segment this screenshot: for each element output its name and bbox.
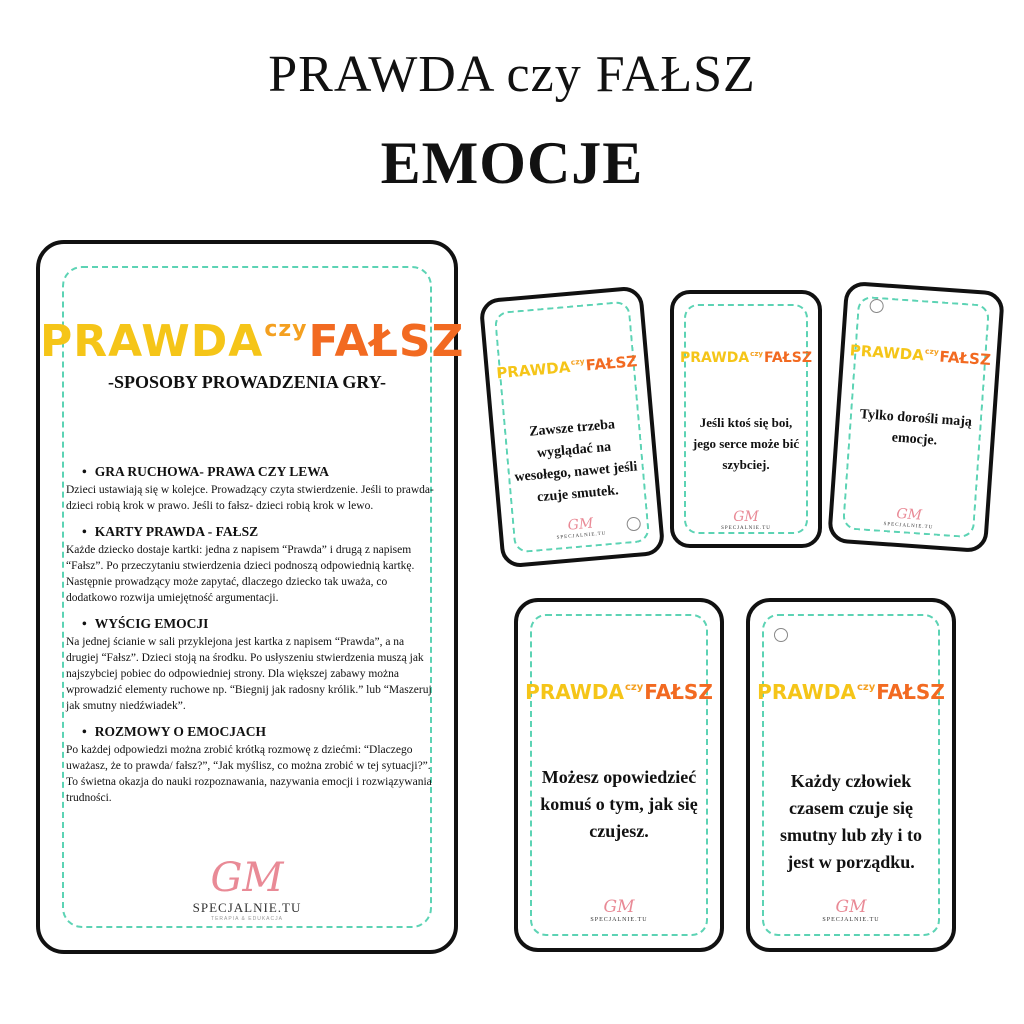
brand-monogram: GM bbox=[567, 515, 594, 534]
logo-czy: czy bbox=[264, 317, 308, 343]
logo-prawda: PRAWDA bbox=[849, 341, 925, 365]
question-card bbox=[746, 598, 956, 952]
rule-text: Po każdej odpowiedzi można zrobić krótką rozmowę z dziećmi: “Dlaczego uważasz, że to prawda/ fałsz?”, “Jak myślisz, co można zrobić w tej sytuacji?”. To świetna okazja do nauki rozpoznawania, nazywania emocji i rozwiązywania trudności. bbox=[66, 744, 432, 804]
logo-falsz: FAŁSZ bbox=[644, 680, 713, 704]
logo-prawda: PRAWDA bbox=[757, 680, 856, 704]
card-statement: Możesz opowiedzieć komuś o tym, jak się czujesz. bbox=[540, 767, 698, 841]
game-logo bbox=[40, 316, 465, 367]
logo-czy: czy bbox=[856, 682, 876, 693]
brand-name: SPECJALNIE.TU bbox=[556, 531, 607, 541]
brand-name: SPECJALNIE.TU bbox=[192, 900, 302, 915]
logo-falsz: FAŁSZ bbox=[585, 352, 638, 375]
card-brand bbox=[750, 898, 952, 924]
logo-falsz: FAŁSZ bbox=[763, 350, 812, 366]
rule-text: Na jednej ścianie w sali przyklejona jest kartka z napisem “Prawda”, a na drugiej “Fałsz”. Dzieci stoją na środku. Po usłyszeniu stwierdzenia muszą jak najszybciej pobiec do odpowiedniej strony. Dla większej zabawy można wprowadzić elementy ruchowe np. “Biegnij jak radosny królik.” lub “Maszeruj jak smutny niedźwiadek”. bbox=[66, 636, 432, 712]
logo-falsz: FAŁSZ bbox=[876, 680, 945, 704]
logo-prawda: PRAWDA bbox=[525, 680, 624, 704]
card-brand bbox=[518, 898, 720, 924]
question-card bbox=[514, 598, 724, 952]
brand-monogram: GM bbox=[210, 855, 284, 901]
brand-tagline: TERAPIA & EDUKACJA bbox=[211, 916, 283, 922]
rule-text: Każde dziecko dostaje kartki: jedna z napisem “Prawda” i drugą z napisem “Fałsz”. Po przeczytaniu stwierdzenia dzieci podnoszą odpowiednią kartkę. Następnie prowadzący może zapytać, dlaczego dziecko tak uważa, co dodatkowo rozwija umiejętność argumentacji. bbox=[66, 544, 415, 604]
brand-name: SPECJALNIE.TU bbox=[721, 526, 771, 531]
rule-heading: • ROZMOWY O EMOCJACH bbox=[82, 724, 434, 740]
logo-prawda: PRAWDA bbox=[40, 316, 264, 367]
brand-name: SPECJALNIE.TU bbox=[883, 522, 934, 531]
logo-czy: czy bbox=[924, 346, 940, 357]
instructions-card bbox=[36, 240, 465, 954]
rule-heading: • WYŚCIG EMOCJI bbox=[82, 616, 434, 632]
brand-monogram: GM bbox=[895, 505, 923, 524]
page-subtitle: EMOCJE bbox=[380, 130, 644, 196]
card-statement: Zawsze trzeba wyglądać na wesołego, nawet jeśli czuje smutek. bbox=[513, 417, 639, 506]
question-card bbox=[479, 285, 666, 568]
brand-monogram: GM bbox=[603, 897, 635, 917]
brand-monogram: GM bbox=[733, 509, 759, 525]
logo-prawda: PRAWDA bbox=[495, 357, 572, 383]
rule-heading: • KARTY PRAWDA - FAŁSZ bbox=[82, 524, 434, 540]
rule-item bbox=[66, 616, 434, 714]
card-statement: Tylko dorośli mają emocje. bbox=[859, 407, 973, 449]
rule-text: Dzieci ustawiają się w kolejce. Prowadzący czyta stwierdzenie. Jeśli to prawda- dzieci robią krok w prawo. Jeśli to fałsz- dzieci robią krok w lewo. bbox=[66, 484, 434, 512]
rule-heading: • GRA RUCHOWA- PRAWA CZY LEWA bbox=[82, 464, 434, 480]
brand-logo bbox=[40, 856, 454, 923]
brand-name: SPECJALNIE.TU bbox=[590, 917, 648, 923]
logo-czy: czy bbox=[624, 682, 644, 693]
card-logo bbox=[750, 680, 952, 704]
card-statement: Każdy człowiek czasem czuje się smutny lub zły i to jest w porządku. bbox=[779, 771, 923, 872]
card-brand bbox=[674, 510, 818, 532]
page-title: PRAWDA czy FAŁSZ bbox=[268, 46, 756, 103]
rule-item bbox=[66, 524, 434, 606]
logo-czy: czy bbox=[750, 349, 763, 358]
logo-falsz: FAŁSZ bbox=[308, 316, 465, 367]
logo-falsz: FAŁSZ bbox=[938, 347, 992, 370]
question-card bbox=[827, 281, 1005, 554]
brand-name: SPECJALNIE.TU bbox=[822, 917, 880, 923]
rules-list bbox=[66, 464, 434, 816]
punch-hole-icon bbox=[774, 628, 788, 642]
card-statement: Jeśli ktoś się boi, jego serce może bić szybciej. bbox=[692, 415, 800, 472]
logo-prawda: PRAWDA bbox=[680, 350, 750, 366]
instructions-subtitle: -SPOSOBY PROWADZENIA GRY- bbox=[107, 372, 387, 392]
brand-monogram: GM bbox=[835, 897, 867, 917]
rule-item bbox=[66, 724, 434, 806]
question-card bbox=[670, 290, 822, 548]
logo-czy: czy bbox=[570, 356, 585, 368]
card-logo bbox=[518, 680, 720, 704]
rule-item bbox=[66, 464, 434, 514]
card-logo bbox=[674, 350, 818, 366]
